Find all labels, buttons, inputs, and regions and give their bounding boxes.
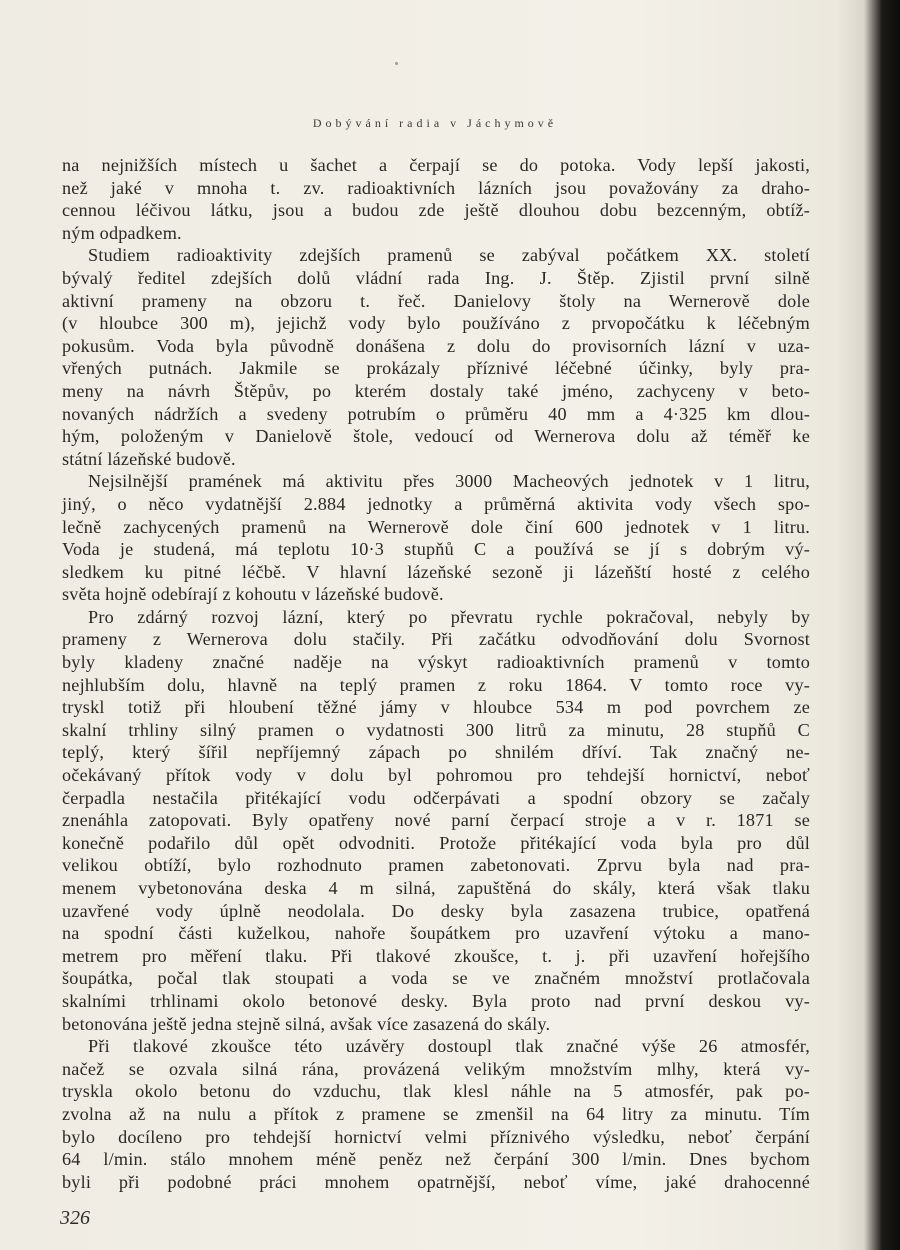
text-line: pokusům. Voda byla původně donášena z dolu do provisorních lázní v uza- [62,335,810,356]
text-line: meny na návrh Štěpův, po kterém dostaly také jméno, zachyceny v beto- [62,380,810,401]
text-line: betonována ještě jedna stejně silná, avšak více zasazená do skály. [62,1013,551,1034]
text-line: na nejnižších místech u šachet a čerpají se do potoka. Vody lepší jakosti, [62,155,810,175]
paper-speck [395,62,398,65]
text-line: novaných nádržích a svedeny potrubím o průměru 40 mm a 4·325 km dlou- [62,403,810,424]
page-number: 326 [60,1207,90,1229]
text-line: načež se ozvala silná rána, provázená velikým množstvím mlhy, která vy- [62,1058,810,1079]
running-head: Dobývání radia v Jáchymově [312,116,558,130]
text-line: skalními trhlinami okolo betonové desky. Byla proto nad první deskou vy- [62,990,810,1011]
text-line: velikou obtíží, bylo rozhodnuto pramen zabetonovati. Zprvu byla nad pra- [62,855,810,876]
text-line: šoupátka, počal tlak stoupati a voda se ve značném množství protlačovala [62,968,810,989]
text-line: uzavřené vody úplně neodolala. Do desky byla zasazena trubice, opatřená [62,900,810,921]
text-line: Při tlakové zkoušce této uzávěry dostoupl tlak značné výše 26 atmosfér, [88,1036,810,1057]
text-line: znenáhla zatopovati. Byly opatřeny nové parní čerpací stroje a v r. 1871 se [62,810,810,831]
text-line: tryskla okolo betonu do vzduchu, tlak klesl náhle na 5 atmosfér, pak po- [62,1081,810,1102]
text-line: (v hloubce 300 m), jejichž vody bylo používáno z prvopočátku k léčebným [62,313,810,334]
text-line: bylo docíleno pro tehdejší hornictví velmi příznivého výsledku, neboť čerpání [62,1126,810,1147]
text-line: vřených putnách. Jakmile se prokázaly příznivé léčebné účinky, byly pra- [62,358,810,379]
text-line: na spodní části kuželkou, nahoře šoupátkem pro uzavření výtoku a mano- [62,923,810,944]
text-line: cennou léčivou látku, jsou a budou zde ještě dlouhou dobu bezcenným, obtíž- [62,200,810,221]
text-line: hým, položeným v Danielově štole, vedoucí od Wernerova dolu až téměř ke [62,426,810,447]
text-line: skalní trhliny silný pramen o vydatnosti 300 litrů za minutu, 28 stupňů C [62,719,810,740]
text-line: Voda je studená, má teplotu 10·3 stupňů C a používá se jí s dobrým vý- [62,539,810,560]
text-line: než jaké v mnoha t. zv. radioaktivních lázních jsou považovány za draho- [62,177,810,198]
text-line: tryskl totiž při hloubení těžné jámy v hloubce 534 m pod povrchem ze [62,697,810,718]
text-line: metrem pro měření tlaku. Při tlakové zkoušce, t. j. při uzavření hořejšího [62,945,810,966]
text-line: konečně podařilo důl opět odvodniti. Protože přitékající voda byla pro důl [62,832,810,853]
text-line: bývalý ředitel zdejších dolů vládní rada Ing. J. Štěp. Zjistil první silně [62,267,810,288]
text-line: čerpadla nestačila přitékající vodu odčerpávati a spodní obzory se začaly [62,787,810,808]
text-line: světa hojně odebírají z kohoutu v lázeňské budově. [62,584,444,605]
text-line: státní lázeňské budově. [62,448,236,469]
text-line: menem vybetonována deska 4 m silná, zapuštěná do skály, která však tlaku [62,878,810,898]
text-line: Nejsilnější pramének má aktivitu přes 3000 Macheových jednotek v 1 litru, [88,471,810,492]
text-line: sledkem ku pitné léčbě. V hlavní lázeňské sezoně ji lázeňští hosté z celého [62,561,810,582]
text-line: jiný, o něco vydatnější 2.884 jednotky a průměrná aktivita vody všech spo- [62,493,810,514]
text-line: nejhlubším dolu, hlavně na teplý pramen z roku 1864. V tomto roce vy- [62,674,810,695]
text-line: 64 l/min. stálo mnohem méně peněz než čerpání 300 l/min. Dnes bychom [62,1149,810,1170]
text-line: byli při podobné práci mnohem opatrnější, neboť víme, jaké drahocenné [62,1171,810,1192]
text-line: teplý, který šířil nepříjemný zápach po shnilém dříví. Tak značný ne- [62,742,810,763]
text-line: Studiem radioaktivity zdejších pramenů se zabýval počátkem XX. století [88,245,810,266]
text-line: zvolna až na nulu a přítok z pramene se zmenšil na 64 litry za minutu. Tím [62,1103,810,1124]
text-line: lečně zachycených pramenů na Wernerově dole činí 600 jednotek v 1 litru. [62,516,810,537]
body-text [62,154,810,1193]
text-line: ným odpadkem. [62,222,182,243]
text-line: byly kladeny značné naděje na výskyt radioaktivních pramenů v tomto [62,652,810,673]
text-line: očekávaný přítok vody v dolu byl pohromou pro tehdejší hornictví, neboť [62,765,810,786]
text-line: aktivní prameny na obzoru t. řeč. Danielovy štoly na Wernerově dole [62,290,810,311]
text-line: prameny z Wernerova dolu stačily. Při začátku odvodňování dolu Svornost [62,629,810,650]
text-line: Pro zdárný rozvoj lázní, který po převratu rychle pokračoval, nebyly by [88,606,810,627]
